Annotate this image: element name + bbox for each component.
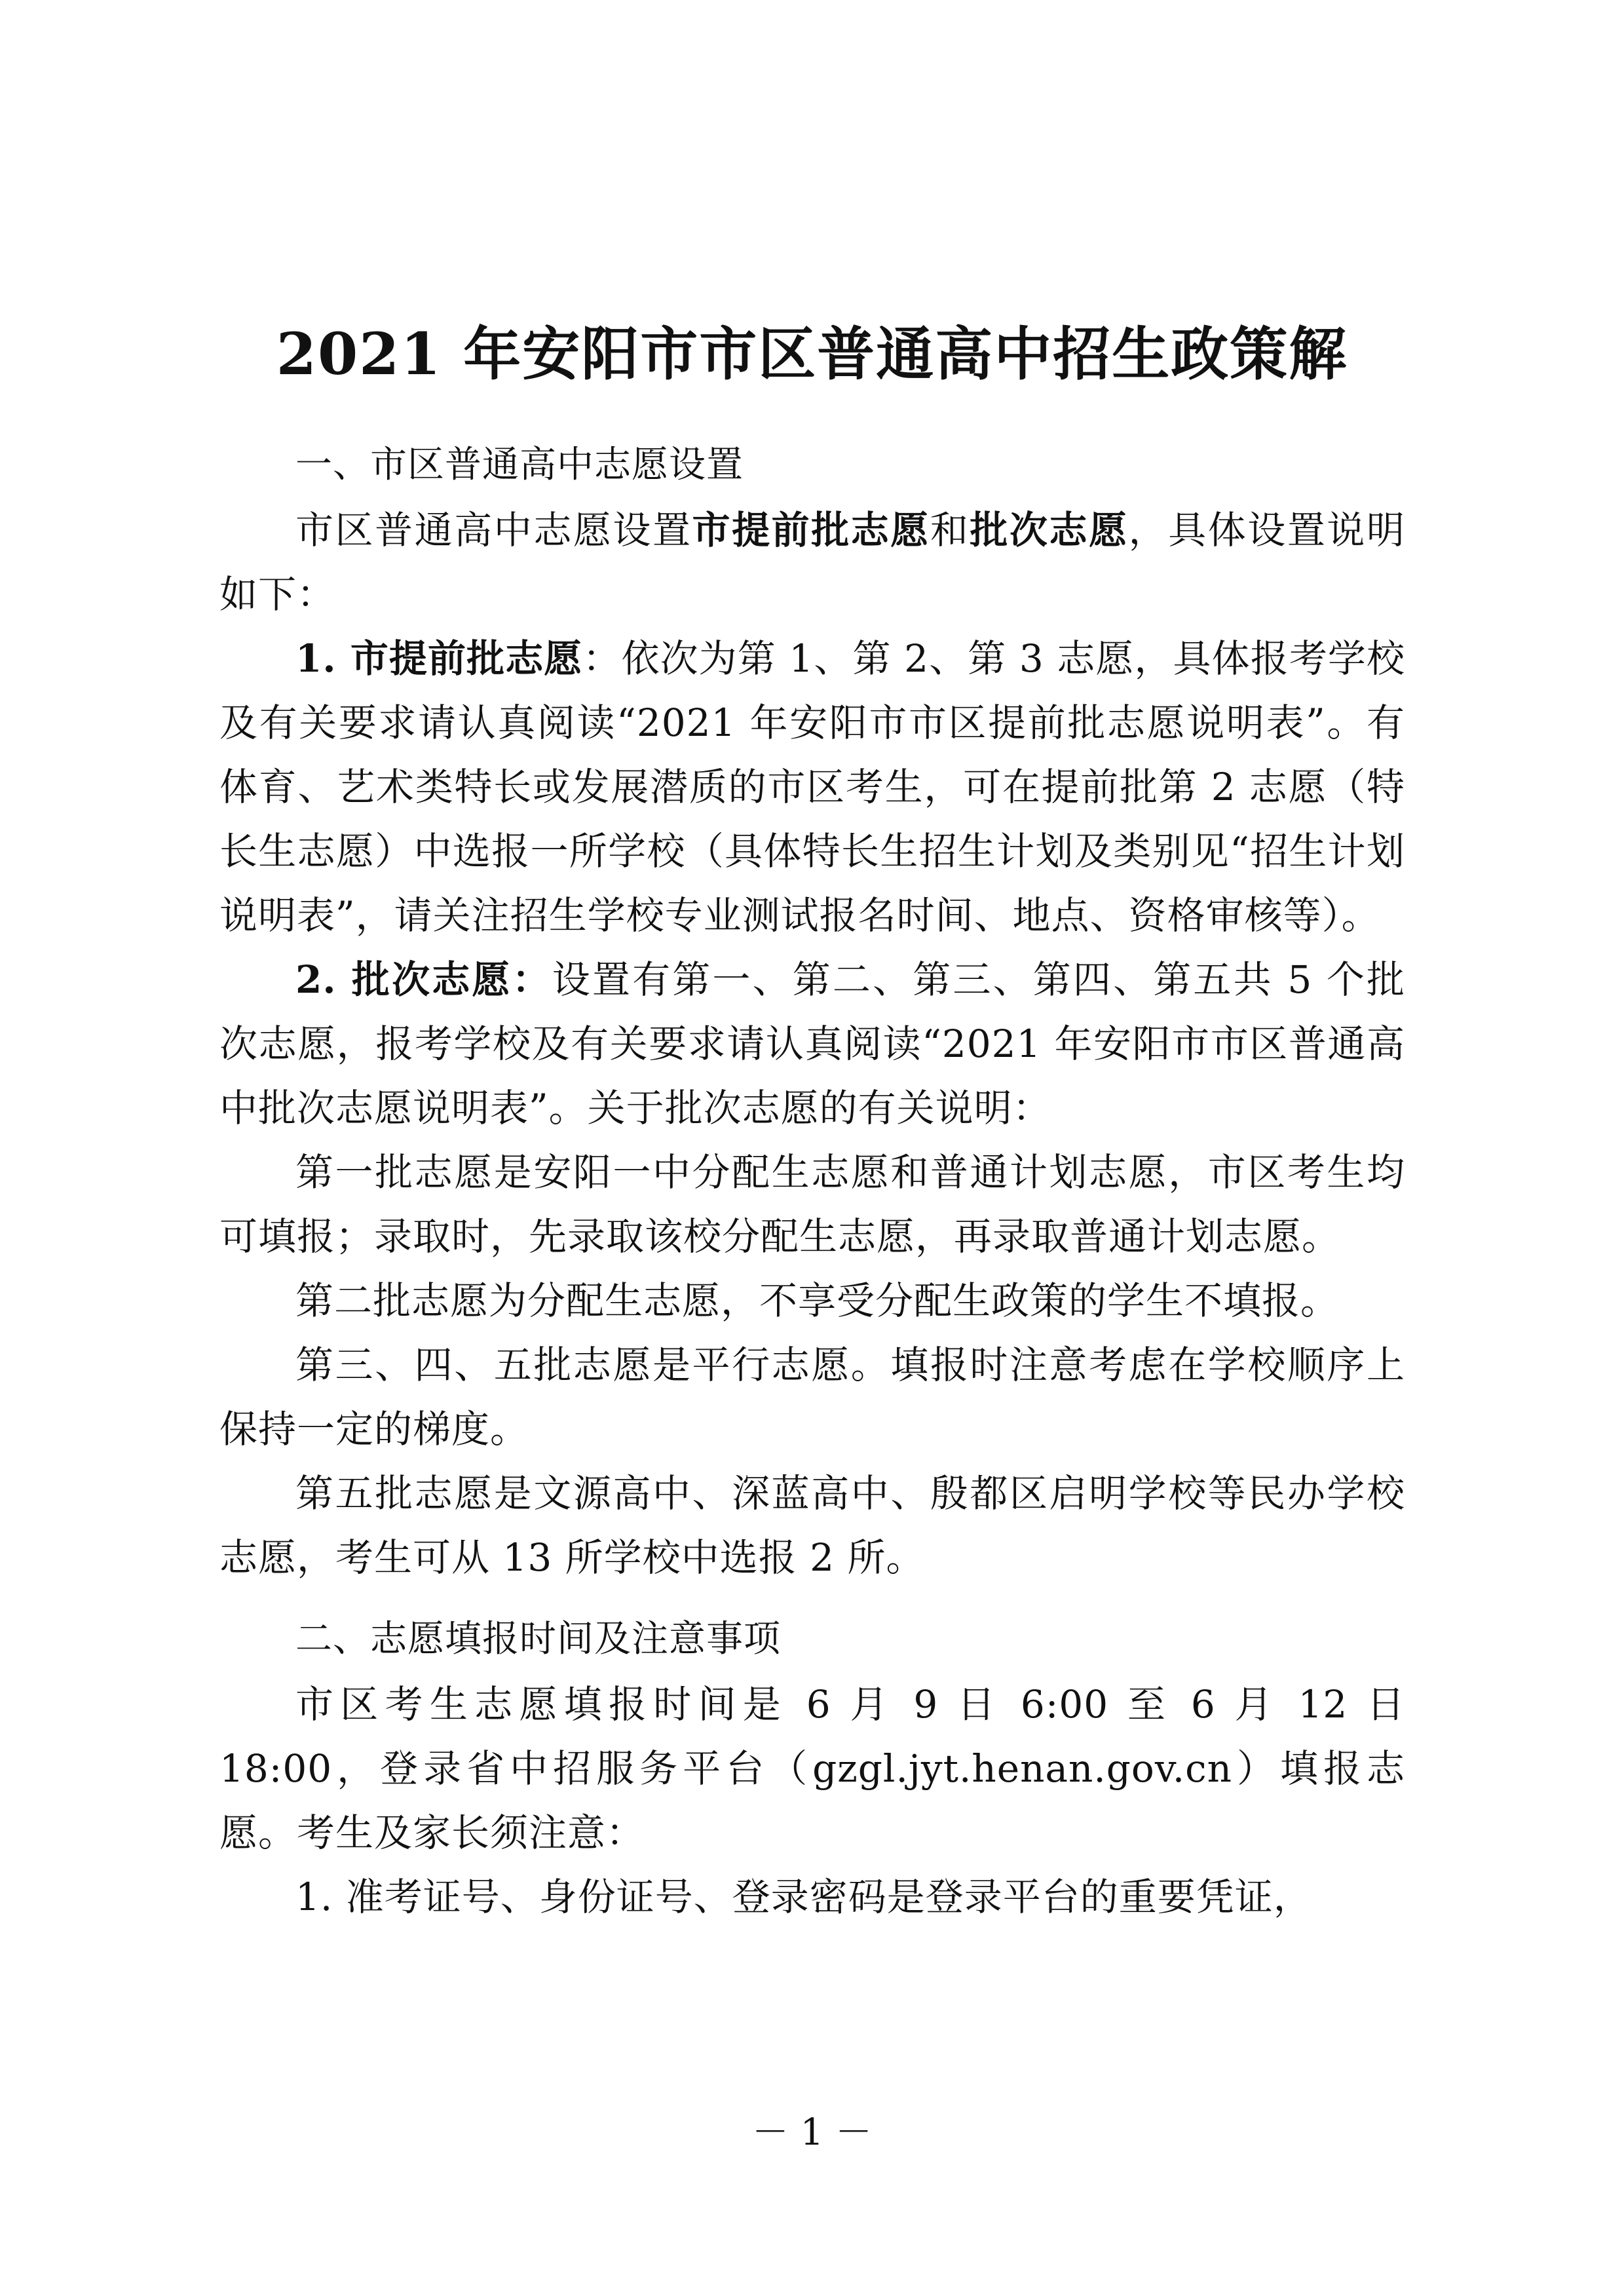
paragraph-batch-2: 第二批志愿为分配生志愿，不享受分配生政策的学生不填报。 [295, 1278, 1340, 1323]
intro-bold-batch-volunteer: 批次志愿 [970, 508, 1129, 552]
paragraph-note-1: 1. 准考证号、身份证号、登录密码是登录平台的重要凭证， [295, 1875, 1312, 1919]
item-early-batch [219, 626, 1405, 947]
item-batch-volunteer-text: 设置有第一、第二、第三、第四、第五共 5 个批次志愿，报考学校及有关要求请认真阅读“2021 年安阳市市区普通高中批次志愿说明表”。关于批次志愿的有关说明： [219, 957, 1406, 1130]
section-spacer [219, 1590, 1405, 1607]
paragraph-filing-time: 市区考生志愿填报时间是 6 月 9 日 6:00 至 6 月 12 日 18:00，登录省中招服务平台（gzgl.jyt.henan.gov.cn）填报志愿。考生及家长须注意： [219, 1682, 1405, 1855]
intro-bold-early-batch: 市提前批志愿 [692, 508, 930, 552]
paragraph-batch-3-4-5: 第三、四、五批志愿是平行志愿。填报时注意考虑在学校顺序上保持一定的梯度。 [219, 1343, 1405, 1451]
document-body [219, 432, 1405, 1929]
item-early-batch-label: 1. 市提前批志愿 [295, 636, 583, 681]
item-early-batch-text: ：依次为第 1、第 2、第 3 志愿，具体报考学校及有关要求请认真阅读“2021 年安阳市市区提前批志愿说明表”。有体育、艺术类特长或发展潜质的市区考生，可在提前批第 2 志愿（特长生志愿）中选报一所学校（具体特长生招生计划及类别见“招生计划说明表”，请关注招生学校专业测试报名时间、地点、资格审核等）。 [219, 636, 1406, 938]
intro-text-post: ，具体设置说明如下： [219, 508, 1405, 617]
paragraph-batch-1: 第一批志愿是安阳一中分配生志愿和普通计划志愿，市区考生均可填报；录取时，先录取该校分配生志愿，再录取普通计划志愿。 [219, 1150, 1405, 1259]
page-number: － 1 － [751, 2111, 873, 2154]
intro-paragraph [219, 498, 1405, 626]
intro-text-pre: 市区普通高中志愿设置 [295, 508, 692, 552]
section-heading-volunteer-settings: 一、市区普通高中志愿设置 [295, 444, 744, 486]
item-batch-volunteer-label: 2. 批次志愿： [295, 957, 552, 1002]
item-batch-volunteer [219, 947, 1405, 1140]
section-heading-filing-time: 二、志愿填报时间及注意事项 [295, 1618, 781, 1660]
document-title: 2021 年安阳市市区普通高中招生政策解 [276, 320, 1348, 388]
intro-text-mid: 和 [930, 508, 970, 552]
paragraph-batch-5: 第五批志愿是文源高中、深蓝高中、殷都区启明学校等民办学校志愿，考生可从 13 所学校中选报 2 所。 [219, 1471, 1405, 1580]
